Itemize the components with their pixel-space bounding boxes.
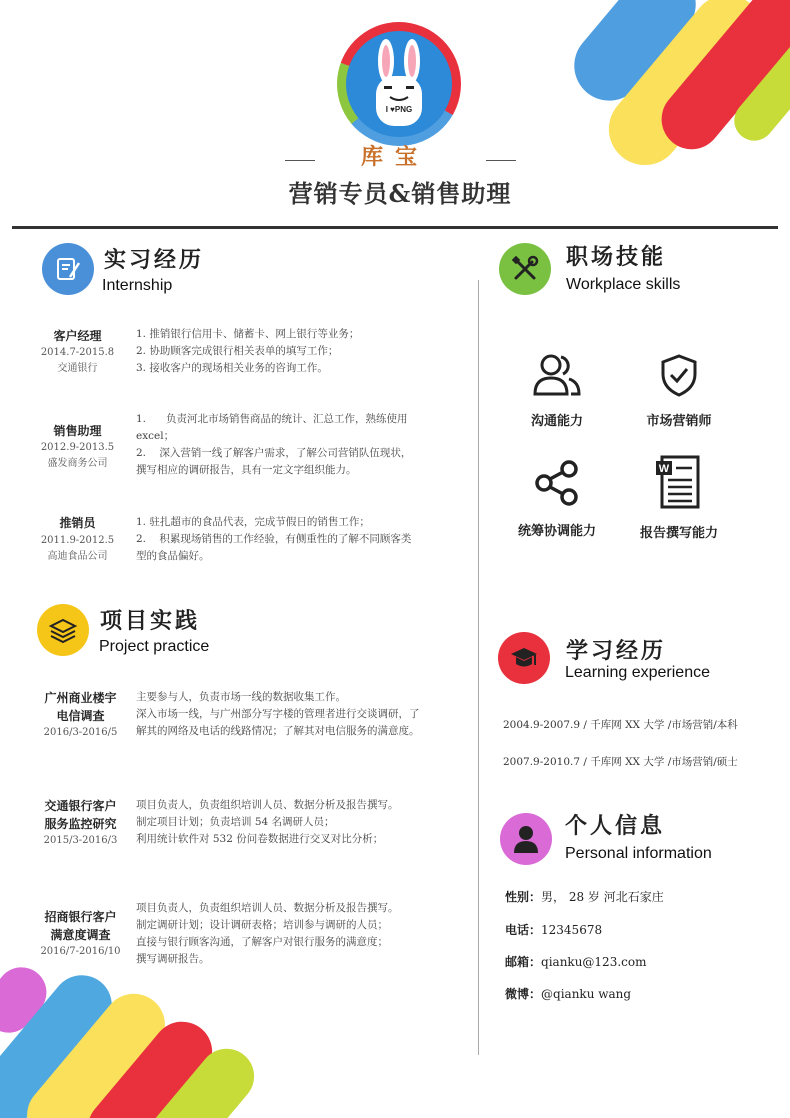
info-gender: [505, 888, 664, 905]
project-description: 项目负责人，负责组织培训人员、数据分析及报告撰写。 制定项目计划；负责培训 54 名调研人员； 利用统计软件对 532 份问卷数据进行交叉对比分析；: [136, 799, 399, 845]
skill-label: 报告撰写能力: [639, 526, 718, 541]
projects-subtitle: Project practice: [99, 638, 210, 655]
info-label: 性别：: [505, 890, 542, 904]
education-subtitle: Learning experience: [565, 664, 710, 681]
info-label: 邮箱：: [505, 955, 542, 969]
shield-check-icon: [656, 352, 702, 398]
personal-subtitle: Personal information: [565, 845, 712, 862]
word-document-icon: [654, 454, 704, 510]
notepad-pen-icon: [54, 255, 82, 283]
project-period: 2016/3-2016/5: [43, 727, 118, 738]
entry-period: 2012.9-2013.5: [40, 442, 115, 453]
column-divider: [478, 280, 479, 1055]
name-decor-line-left: [285, 160, 315, 161]
share-icon: [532, 458, 582, 508]
internship-title: 实习经历: [104, 247, 205, 273]
entry-period: 2011.9-2012.5: [40, 535, 115, 546]
project-title: 满意度调查: [50, 928, 111, 942]
education-item: 2007.9-2010.7 / 千库网 XX 大学 /市场营销/硕士: [503, 756, 738, 768]
skills-icon-badge: [499, 243, 551, 295]
person-icon: [512, 824, 540, 854]
projects-icon-badge: [37, 604, 89, 656]
info-value: @qianku wang: [541, 987, 632, 1001]
info-value: 12345678: [541, 923, 603, 937]
personal-title: 个人信息: [565, 813, 666, 839]
personal-icon-badge: [500, 813, 552, 865]
avatar-text: I ♥PNG: [385, 105, 413, 114]
info-value: 男， 28 岁 河北石家庄: [541, 890, 664, 904]
entry-company: 交通银行: [57, 363, 98, 374]
education-icon-badge: [498, 632, 550, 684]
skill-item: [619, 454, 739, 541]
tools-icon: [510, 254, 540, 284]
skill-item: [497, 458, 617, 539]
skills-title: 职场技能: [566, 244, 667, 270]
layers-icon: [48, 615, 78, 645]
project-title: 电信调查: [56, 709, 105, 723]
entry-description: 1. 负责河北市场销售商品的统计、汇总工作，熟练使用 excel； 2. 深入营销一线了解客户需求，了解公司营销队伍现状， 撰写相应的调研报告，具有一定文字组织能力。: [136, 413, 412, 476]
skill-label: 统筹协调能力: [517, 524, 596, 539]
header-divider: [12, 226, 778, 229]
project-title: 交通银行客户: [44, 799, 117, 813]
entry-role: 推销员: [59, 516, 96, 530]
project-title: 招商银行客户: [44, 910, 117, 924]
people-icon: [531, 352, 583, 398]
info-label: 微博：: [505, 987, 542, 1001]
job-title: 营销专员&销售助理: [288, 179, 512, 208]
project-period: 2016/7-2016/10: [40, 946, 121, 957]
project-description: 主要参与人，负责市场一线的数据收集工作。 深入市场一线，与广州部分写字楼的管理者进行交谈调研，了 解其的网络及电话的线路情况；了解其对电信服务的满意度。: [136, 691, 420, 737]
internship-icon-badge: [42, 243, 94, 295]
entry-role: 销售助理: [53, 424, 102, 438]
info-weibo: [505, 985, 631, 1002]
project-description: 项目负责人，负责组织培训人员、数据分析及报告撰写。 制定调研计划；设计调研表格；培训参与调研的人员； 直接与银行顾客沟通，了解客户对银行服务的满意度； 撰写调研报告。: [136, 902, 399, 965]
entry-company: 高迪食品公司: [47, 551, 108, 562]
skill-item: [619, 352, 739, 429]
skill-item: [497, 352, 617, 429]
svg-text:W: W: [658, 463, 670, 475]
entry-company: 盛发商务公司: [47, 458, 108, 469]
graduation-cap-icon: [509, 643, 539, 673]
entry-description: 1. 驻扎超市的食品代表，完成节假日的销售工作； 2. 积累现场销售的工作经验，有侧重性的了解不同顾客类 型的食品偏好。: [136, 516, 412, 562]
person-name: 库宝: [360, 144, 429, 170]
info-phone: [505, 921, 602, 938]
rabbit-icon: [346, 31, 452, 137]
project-title: 广州商业楼宇: [44, 691, 117, 705]
avatar: [337, 22, 461, 146]
project-title: 服务监控研究: [44, 817, 117, 831]
skill-label: 沟通能力: [530, 414, 583, 429]
education-item: 2004.9-2007.9 / 千库网 XX 大学 /市场营销/本科: [503, 719, 738, 731]
skills-subtitle: Workplace skills: [566, 276, 681, 293]
project-period: 2015/3-2016/3: [43, 835, 118, 846]
entry-description: 1. 推销银行信用卡、储蓄卡、网上银行等业务； 2. 协助顾客完成银行相关表单的填写工作； 3. 接收客户的现场相关业务的咨询工作。: [136, 328, 360, 374]
education-title: 学习经历: [566, 638, 667, 664]
info-value: qianku@123.com: [541, 955, 647, 969]
entry-period: 2014.7-2015.8: [40, 347, 115, 358]
name-decor-line-right: [486, 160, 516, 161]
internship-subtitle: Internship: [102, 277, 173, 294]
projects-title: 项目实践: [100, 608, 201, 634]
entry-role: 客户经理: [53, 329, 102, 343]
skill-label: 市场营销师: [646, 414, 712, 429]
info-label: 电话：: [505, 923, 542, 937]
info-email: [505, 953, 646, 970]
